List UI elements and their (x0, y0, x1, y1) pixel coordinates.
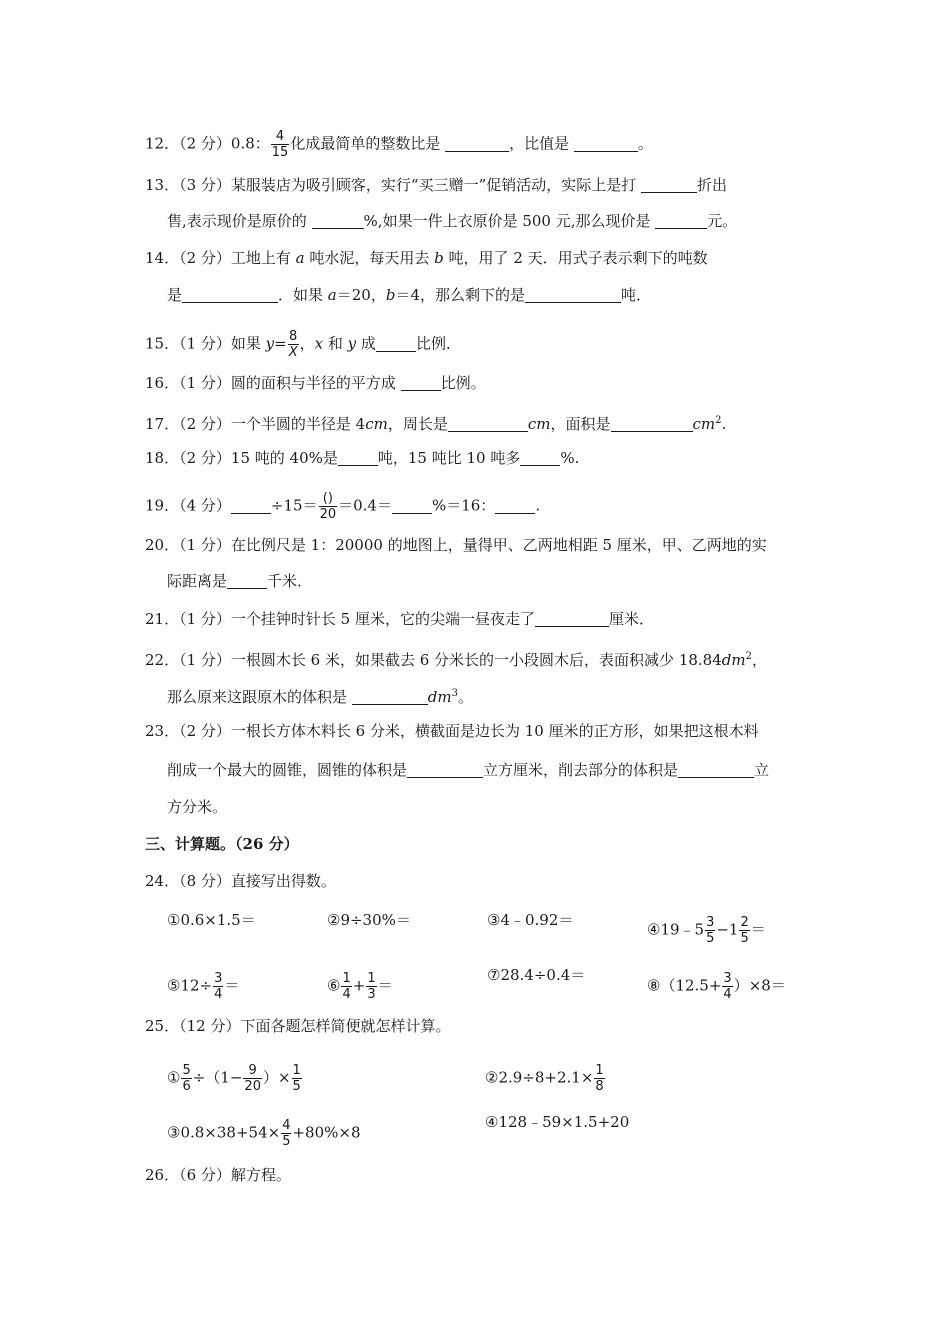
answer-blank[interactable] (448, 416, 528, 432)
answer-blank[interactable] (655, 213, 707, 229)
answer-blank[interactable] (227, 573, 267, 589)
calc-item: ⑧（12.5+ $\frac{3}{4}$ ）×8＝ (647, 971, 786, 1002)
question-15: 15．（1 分）如果 y= $\frac{8}{X}$ ，x 和 y 成 比例． (145, 329, 461, 360)
question-23-cont2: 方分米。 (167, 798, 228, 816)
answer-blank[interactable] (338, 450, 378, 466)
question-16: 16．（1 分）圆的面积与半径的平方成 比例。 (145, 374, 486, 392)
question-20: 20．（1 分）在比例尺是 1：20000 的地图上，量得甲、乙两地相距 5 厘米，甲、乙两地的实 (145, 536, 767, 554)
answer-blank[interactable] (401, 375, 441, 391)
calc-item: ③0.8×38+54× $\frac{4}{5}$ +80%×8 (167, 1118, 361, 1149)
calc-item: ④19﹣5 $\frac{3}{5}$ −1 $\frac{2}{5}$ ＝ (647, 915, 766, 946)
question-14-cont: 是 ．如果 a＝20，b＝4，那么剩下的是 吨． (167, 286, 652, 304)
question-18: 18．（2 分）15 吨的 40%是 吨，15 吨比 10 吨多 %. (145, 449, 580, 467)
question-23: 23．（2 分）一根长方体木料长 6 分米，横截面是边长为 10 厘米的正方形，如果把这根木料 (145, 722, 759, 740)
answer-blank[interactable] (312, 213, 364, 229)
question-13-cont: 售,表示现价是原价的 %,如果一件上衣原价是 500 元,那么现价是 元。 (167, 212, 738, 230)
section-heading: 三、计算题。（26 分） (145, 835, 299, 853)
answer-blank[interactable] (445, 136, 509, 152)
question-14: 14．（2 分）工地上有 a 吨水泥，每天用去 b 吨，用了 2 天．用式子表示剩下的吨数 (145, 249, 708, 267)
fraction: $\frac{()}{20}$ (319, 491, 337, 522)
question-20-cont: 际距离是 千米． (167, 572, 313, 590)
calc-item: ④128﹣59×1.5+20 (485, 1113, 630, 1131)
question-22: 22．（1 分）一根圆木长 6 米，如果截去 6 分米长的一小段圆木后，表面积减少 $18.84dm^2$， (145, 651, 767, 669)
question-17: 17．（2 分）一个半圆的半径是 4cm，周长是 cm，面积是 $cm^2$. (145, 415, 727, 433)
answer-blank[interactable] (352, 689, 428, 705)
calc-item: ① $\frac{5}{6}$ ÷（1− $\frac{9}{20}$ ）× $\frac{1}{5}$ (167, 1063, 301, 1094)
calc-item: ⑦28.4÷0.4＝ (487, 966, 586, 984)
fraction: $\frac{8}{X}$ (288, 329, 298, 360)
answer-blank[interactable] (231, 498, 271, 514)
answer-blank[interactable] (495, 498, 535, 514)
answer-blank[interactable] (641, 177, 697, 193)
answer-blank[interactable] (678, 762, 754, 778)
answer-blank[interactable] (407, 762, 483, 778)
calc-item: ⑤12÷ $\frac{3}{4}$ ＝ (167, 971, 240, 1002)
question-26-title: 26．（6 分）解方程。 (145, 1166, 291, 1184)
question-22-cont: 那么原来这跟原木的体积是 $dm^3$。 (167, 688, 473, 706)
calc-item: ③4﹣0.92＝ (487, 911, 574, 929)
answer-blank[interactable] (520, 450, 560, 466)
answer-blank[interactable] (182, 287, 278, 303)
calc-item: ⑥ $\frac{1}{4}$ + $\frac{1}{3}$ ＝ (327, 971, 393, 1002)
answer-blank[interactable] (611, 416, 693, 432)
question-23-cont: 削成一个最大的圆锥，圆锥的体积是 立方厘米，削去部分的体积是 立 (167, 761, 770, 779)
answer-blank[interactable] (376, 336, 416, 352)
answer-blank[interactable] (392, 498, 432, 514)
calc-item: ①0.6×1.5＝ (167, 911, 256, 929)
calc-item: ②2.9÷8+2.1× $\frac{1}{8}$ (485, 1063, 604, 1094)
question-19: 19．（4 分） ÷15＝ $\frac{()}{20}$ ＝0.4＝ %＝16： . (145, 491, 541, 522)
question-12: 12．（2 分）0.8： $\frac{4}{15}$ 化成最简单的整数比是 ，比值是 。 (145, 129, 653, 160)
answer-blank[interactable] (525, 287, 621, 303)
question-25-title: 25．（12 分）下面各题怎样简便就怎样计算。 (145, 1017, 451, 1035)
question-21: 21．（1 分）一个挂钟时针长 5 厘米，它的尖端一昼夜走了 厘米． (145, 610, 654, 628)
question-13: 13．（3 分）某服装店为吸引顾客，实行“买三赠一”促销活动，实际上是打 折出 (145, 176, 728, 194)
fraction: $\frac{4}{15}$ (271, 129, 289, 160)
answer-blank[interactable] (535, 611, 609, 627)
calc-item: ②9÷30%＝ (327, 911, 411, 929)
answer-blank[interactable] (574, 136, 638, 152)
question-24-title: 24．（8 分）直接写出得数。 (145, 872, 336, 890)
